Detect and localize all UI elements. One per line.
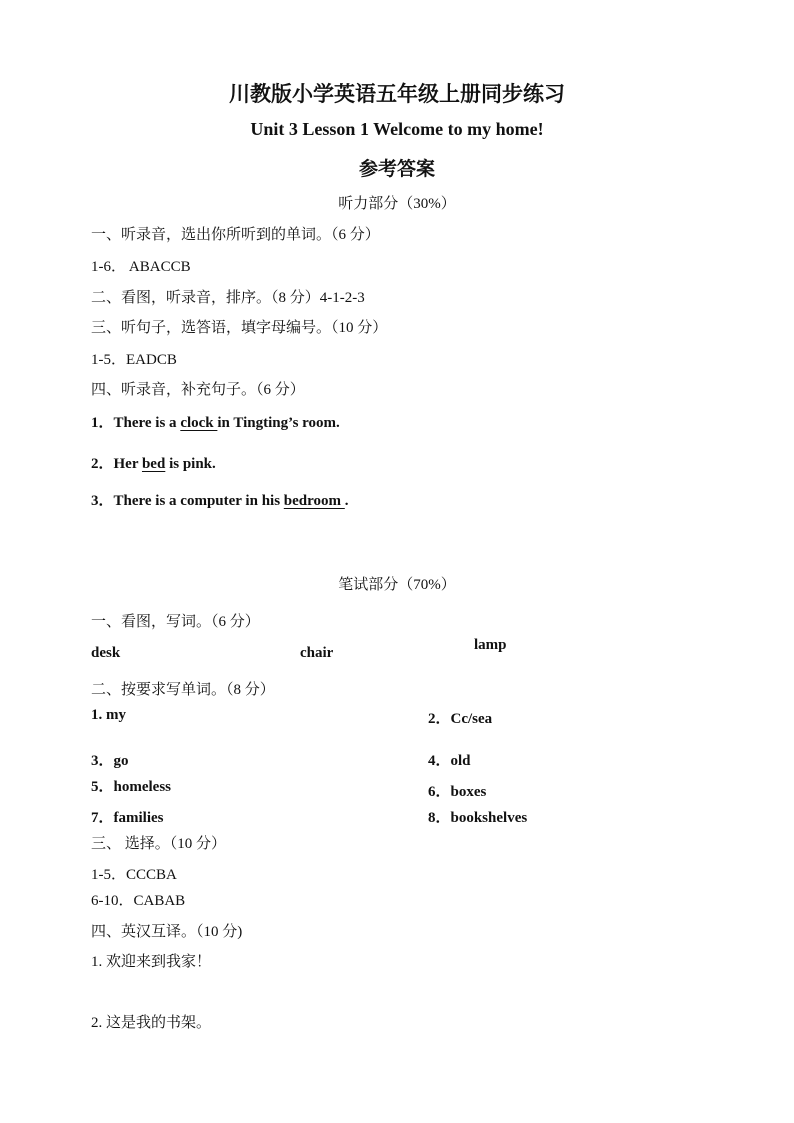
writing-q4-title: 四、英汉互译。（10 分)	[91, 924, 243, 940]
writing-q3-title: 三、 选择。（10 分）	[91, 836, 227, 852]
document-subtitle: Unit 3 Lesson 1 Welcome to my home!	[250, 119, 544, 139]
sentence-2-prefix: 2．Her	[91, 456, 142, 472]
sentence-1-suffix: in Tingting’s room.	[217, 415, 340, 431]
listening-sentence-1	[91, 411, 340, 432]
writing-q1-word-1: desk	[91, 645, 121, 661]
listening-q4-title: 四、听录音，补充句子。（6 分）	[91, 382, 305, 398]
writing-q2-item-4: 4．old	[428, 753, 471, 769]
answer-heading: 参考答案	[358, 159, 435, 180]
writing-q1-title: 一、看图，写词。（6 分）	[91, 614, 260, 630]
sentence-2-suffix: is pink.	[165, 456, 216, 472]
listening-q1-answer: 1-6． ABACCB	[91, 259, 191, 275]
writing-q3-answer-2: 6-10．CABAB	[91, 893, 186, 909]
writing-q3-answer-1: 1-5．CCCBA	[91, 867, 177, 883]
writing-q4-item-1: 1. 欢迎来到我家！	[91, 954, 212, 970]
sentence-3-answer: bedroom	[283, 493, 345, 509]
writing-q2-item-7: 7．families	[91, 810, 164, 826]
sentence-3-prefix: 3．There is a computer in his	[91, 493, 284, 509]
sentence-3-suffix: .	[344, 493, 349, 509]
document-title: 川教版小学英语五年级上册同步练习	[229, 82, 565, 106]
listening-sentence-2	[91, 452, 216, 473]
listening-q3-title: 三、听句子，选答语，填字母编号。（10 分）	[91, 320, 388, 336]
writing-q2-item-1: 1. my	[91, 707, 126, 723]
sentence-1-prefix: 1．There is a	[91, 415, 181, 431]
writing-q4-item-2: 2. 这是我的书架。	[91, 1015, 212, 1031]
listening-header: 听力部分（30%）	[338, 196, 456, 212]
writing-q2-item-6: 6．boxes	[428, 784, 487, 800]
listening-q3-answer: 1-5．EADCB	[91, 352, 177, 368]
writing-q2-item-3: 3．go	[91, 753, 129, 769]
writing-q1-word-2: chair	[300, 645, 334, 661]
listening-q1-title: 一、听录音，选出你所听到的单词。（6 分）	[91, 227, 380, 243]
writing-header: 笔试部分（70%）	[338, 577, 456, 593]
writing-q2-title: 二、按要求写单词。（8 分）	[91, 682, 275, 698]
writing-q2-item-8: 8．bookshelves	[428, 810, 528, 826]
sentence-2-answer: bed	[141, 456, 166, 472]
writing-q1-word-3: lamp	[474, 637, 507, 653]
listening-sentence-3	[91, 489, 349, 510]
writing-q2-item-5: 5．homeless	[91, 779, 171, 795]
sentence-1-answer: clock	[180, 415, 218, 431]
listening-q2-title: 二、看图，听录音，排序。（8 分）4-1-2-3	[91, 290, 365, 306]
writing-q2-item-2: 2．Cc/sea	[428, 711, 493, 727]
